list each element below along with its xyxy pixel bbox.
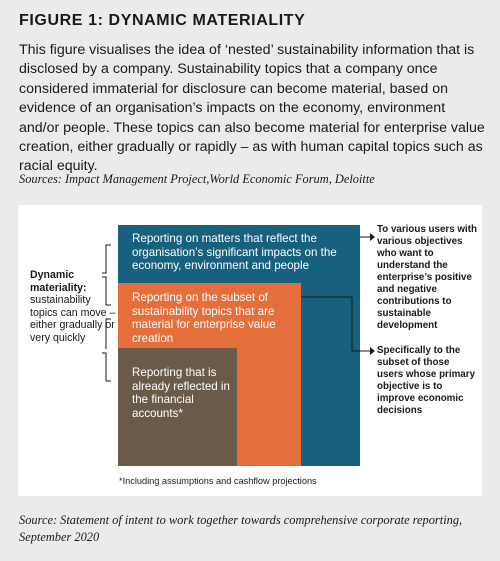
bracket-bottom-line [102, 353, 111, 381]
arrow-head-1 [370, 233, 375, 241]
dynamic-materiality-text: sustainability topics can move – either gradually or very quickly [30, 294, 116, 344]
middle-box-label: Reporting on the subset of sustainability topics that are material for enterprise value creation [132, 291, 276, 345]
diagram-footnote: *Including assumptions and cashflow projections [119, 476, 317, 486]
figure-description: This figure visualises the idea of ‘nested’ sustainability information that is disclosed by a company. Sustainability topics that a company once considered immaterial for disclosure can become material, based on evidence of an organisation’s impacts on the economy, environment and/or people. These topics can also become material for enterprise value creation, either gradually or rapidly – as with human capital topics such as racial equity. [19, 42, 485, 175]
dynamic-materiality-heading: Dynamic materiality: [30, 269, 87, 294]
inner-box-label: Reporting that is already reflected in the financial accounts* [132, 366, 230, 420]
figure-sources: Sources: Impact Management Project,World Economic Forum, Deloitte [19, 172, 375, 186]
outer-box-label: Reporting on matters that reflect the organisation’s significant impacts on the economy, environment and people [132, 232, 337, 273]
figure-title: FIGURE 1: DYNAMIC MATERIALITY [19, 12, 306, 29]
users-note-economic-decisions: Specifically to the subset of those users whose primary objective is to improve economic decisions [377, 345, 476, 416]
dynamic-materiality-label [30, 269, 116, 345]
arrow-head-2 [370, 347, 375, 355]
source-citation: Source: Statement of intent to work together towards comprehensive corporate reporting, September 2020 [19, 513, 463, 544]
diagram-panel [18, 205, 482, 496]
users-note-sustainable-development: To various users with various objectives who want to understand the enterprise’s positive and negative contributions to sustainable development [377, 224, 477, 331]
